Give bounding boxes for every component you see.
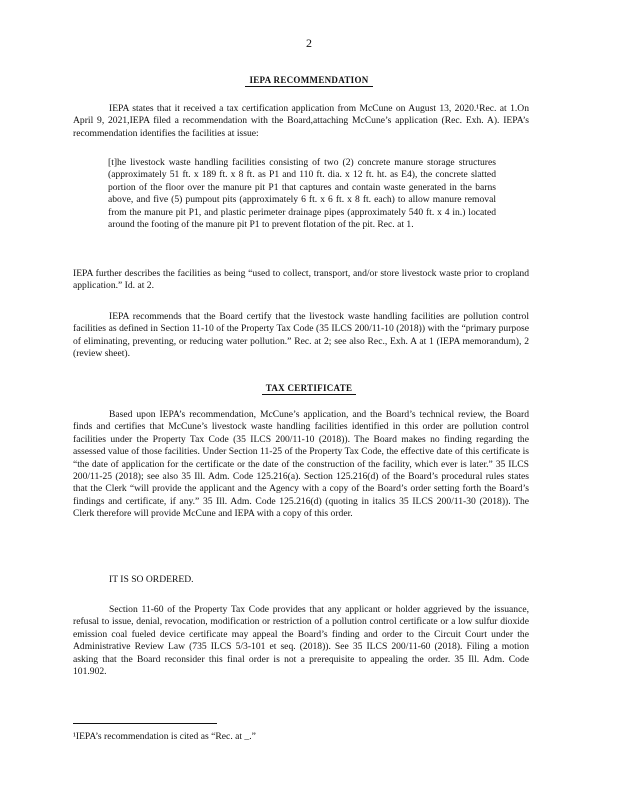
paragraph-board-findings: Based upon IEPA’s recommendation, McCune’s application, and the Board’s technical review, the Board finds and certifies that McCune’s livestock waste handling facilities identified in this order are pollution control facilities under the Property Tax Code (35 ILCS 200/11-10 (2018)). The Board makes no finding regarding the assessed value of those facilities. Under Section 11-25 of the Property Tax Code, the effective date of this certificate is “the date of application for the certificate or the date of the construction of the facility, which ever is later.” 35 ILCS 200/11-25 (2018); see also 35 Ill. Adm. Code 125.216(a). Section 125.216(d) of the Board’s procedural rules states that the Clerk “will provide the applicant and the Agency with a copy of the Board’s order setting forth the Board’s findings and certificate, if any.” 35 Ill. Adm. Code 125.216(d) (quoting in italics 35 ILCS 200/11-30 (2018)). The Clerk therefore will provide McCune and IEPA with a copy of this order. [73, 409, 529, 520]
paragraph-so-ordered: IT IS SO ORDERED. [109, 574, 194, 585]
heading-text: TAX CERTIFICATE [262, 383, 357, 395]
footnote-divider [73, 723, 217, 724]
heading-text: IEPA RECOMMENDATION [245, 75, 372, 87]
paragraph-appeal-rights: Section 11-60 of the Property Tax Code provides that any applicant or holder aggrieved by the issuance, refusal to issue, denial, revocation, modification or restriction of a pollution control certificate or a low sulfur dioxide emission coal fueled device certificate may appeal the Board’s finding and order to the Circuit Court under the Administrative Review Law (735 ILCS 5/3-101 et seq. (2018)). See 35 ILCS 200/11-60 (2018). Filing a motion asking that the Board reconsider this final order is not a prerequisite to appealing the order. 35 Ill. Adm. Code 101.902. [73, 604, 529, 678]
footnote: ¹IEPA’s recommendation is cited as “Rec. at _.” [73, 731, 256, 742]
block-quote-facilities: [t]he livestock waste handling facilities consisting of two (2) concrete manure storage structures (approximately 51 ft. x 189 ft. x 8 ft. as P1 and 110 ft. dia. x 12 ft. ht. as E4), the concrete slatted portion of the floor over the manure pit P1 that captures and contain waste generated in the barns above, and five (5) pumpout pits (approximately 6 ft. x 6 ft. x 8 ft. each) to allow manure removal from the manure pit P1, and plastic perimeter drainage pipes (approximately 540 ft. x 4 in.) located around the footing of the manure pit P1 to prevent flotation of the pit. Rec. at 1. [108, 157, 496, 231]
heading-iepa-recommendation [0, 75, 618, 87]
paragraph-facility-description: IEPA further describes the facilities as being “used to collect, transport, and/or store livestock waste prior to cropland application.” Id. at 2. [73, 268, 529, 292]
paragraph-application: IEPA states that it received a tax certification application from McCune on August 13, 2020.¹Rec. at 1.On April 9, 2021,IEPA filed a recommendation with the Board,attaching McCune’s application (Rec. Exh. A). IEPA’s recommendation identifies the facilities at issue: [73, 103, 529, 139]
paragraph-iepa-recommends: IEPA recommends that the Board certify that the livestock waste handling facilities are pollution control facilities as defined in Section 11-10 of the Property Tax Code (35 ILCS 200/11-10 (2018)) with the “primary purpose of eliminating, preventing, or reducing water pollution.” Rec. at 2; see also Rec., Exh. A at 1 (IEPA memorandum), 2 (review sheet). [73, 311, 529, 360]
page-number: 2 [306, 36, 312, 50]
heading-tax-certificate [0, 383, 618, 395]
